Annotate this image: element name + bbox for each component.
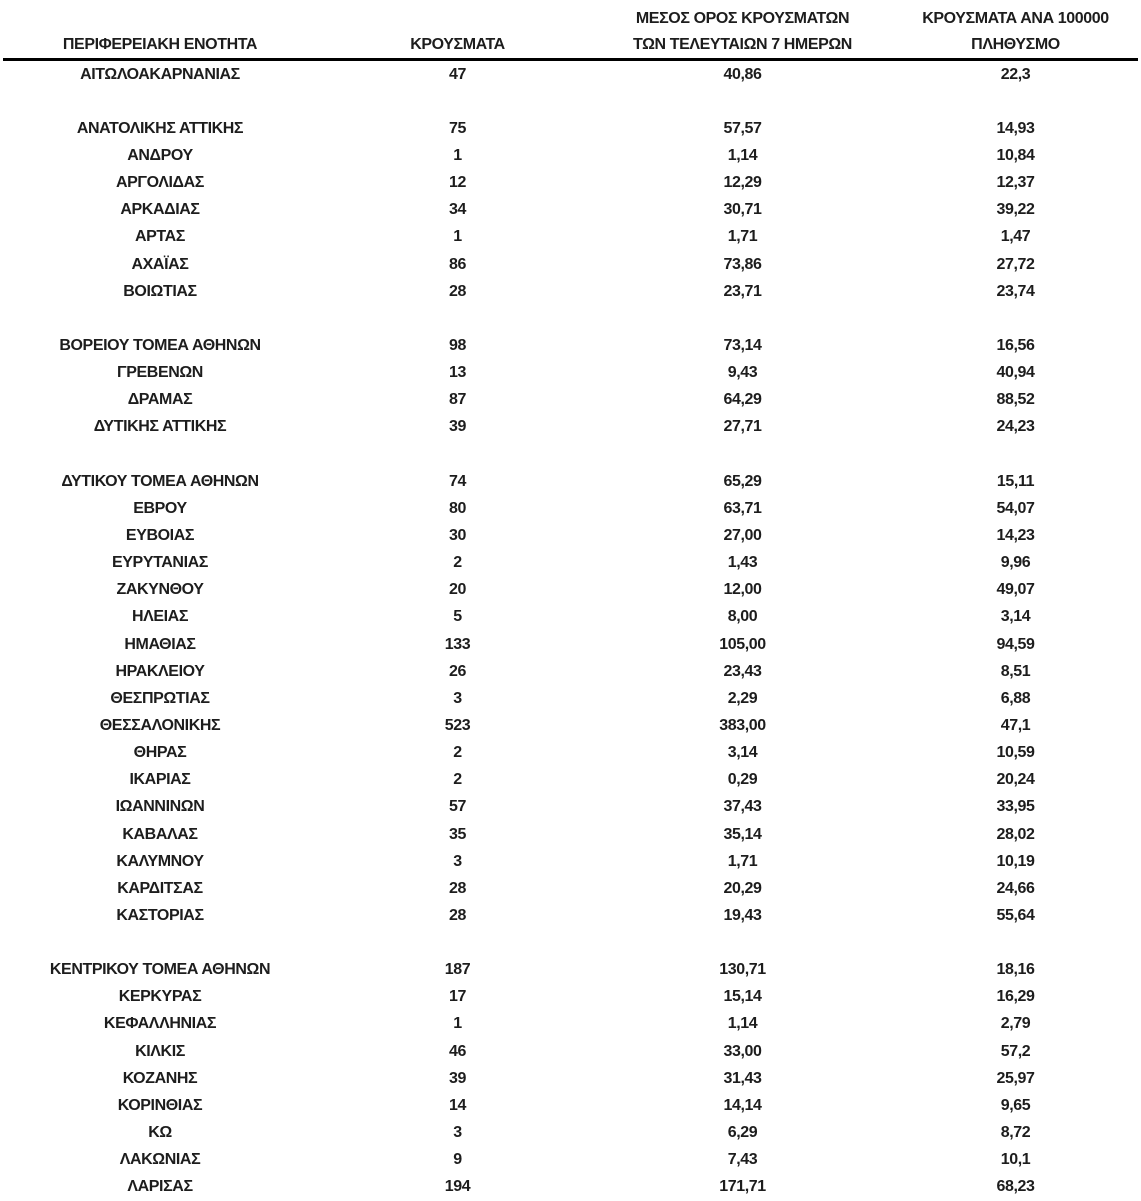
cases-cell: 87 — [449, 391, 466, 409]
avg7-cell: 40,86 — [723, 65, 762, 83]
table-row — [0, 360, 1141, 387]
per100k-cell: 40,94 — [996, 364, 1035, 382]
table-row — [0, 740, 1141, 767]
avg7-cell: 1,14 — [727, 146, 758, 164]
avg7-cell: 14,14 — [723, 1096, 762, 1114]
per100k-cell: 10,84 — [996, 146, 1035, 164]
region-name-cell: ΑΡΤΑΣ — [135, 228, 185, 246]
region-name-cell: ΚΑΒΑΛΑΣ — [122, 825, 198, 843]
per100k-cell: 2,79 — [1000, 1015, 1031, 1033]
table-row — [0, 1011, 1141, 1038]
avg7-cell: 73,14 — [723, 336, 762, 354]
column-header-avg7-line2: ΤΩΝ ΤΕΛΕΥΤΑΙΩΝ 7 ΗΜΕΡΩΝ — [633, 36, 852, 53]
cases-cell: 2 — [453, 744, 462, 762]
cases-cell: 28 — [449, 906, 466, 924]
region-name-cell: ΛΑΚΩΝΙΑΣ — [119, 1151, 201, 1169]
per100k-cell: 10,19 — [996, 852, 1035, 870]
table-row — [0, 794, 1141, 821]
section-spacer — [0, 441, 1141, 468]
column-header-avg7-line1: ΜΕΣΟΣ ΟΡΟΣ ΚΡΟΥΣΜΑΤΩΝ — [635, 10, 850, 27]
cases-cell: 80 — [449, 499, 466, 517]
per100k-cell: 16,29 — [996, 988, 1035, 1006]
avg7-cell: 8,00 — [727, 608, 758, 626]
avg7-cell: 27,00 — [723, 526, 762, 544]
cases-cell: 523 — [444, 716, 471, 734]
avg7-cell: 130,71 — [719, 961, 766, 979]
region-name-cell: ΑΡΓΟΛΙΔΑΣ — [115, 174, 205, 192]
table-row — [0, 115, 1141, 142]
column-header-cases-line1 — [320, 6, 595, 32]
column-header-avg7 — [595, 6, 890, 58]
region-name-cell: ΙΚΑΡΙΑΣ — [129, 771, 191, 789]
avg7-cell: 65,29 — [723, 472, 762, 490]
table-row — [0, 957, 1141, 984]
region-name-cell: ΕΥΒΟΙΑΣ — [125, 526, 195, 544]
region-name-cell: ΒΟΡΕΙΟΥ ΤΟΜΕΑ ΑΘΗΝΩΝ — [59, 336, 261, 354]
per100k-cell: 10,1 — [1000, 1151, 1031, 1169]
region-name-cell: ΚΕΡΚΥΡΑΣ — [118, 988, 202, 1006]
table-row — [0, 821, 1141, 848]
table-row — [0, 658, 1141, 685]
cases-cell: 1 — [453, 228, 462, 246]
region-name-cell: ΛΑΡΙΣΑΣ — [127, 1178, 193, 1196]
table-row — [0, 1065, 1141, 1092]
cases-cell: 47 — [449, 65, 466, 83]
region-name-cell: ΑΝΑΤΟΛΙΚΗΣ ΑΤΤΙΚΗΣ — [76, 119, 244, 137]
cases-cell: 26 — [449, 662, 466, 680]
cases-cell: 57 — [449, 798, 466, 816]
region-name-cell: ΔΥΤΙΚΗΣ ΑΤΤΙΚΗΣ — [93, 418, 227, 436]
region-name-cell: ΔΡΑΜΑΣ — [127, 391, 193, 409]
per100k-cell: 88,52 — [996, 391, 1035, 409]
avg7-cell: 12,29 — [723, 174, 762, 192]
cases-cell: 1 — [453, 1015, 462, 1033]
column-header-cases-line2: ΚΡΟΥΣΜΑΤΑ — [410, 36, 505, 53]
avg7-cell: 6,29 — [727, 1124, 758, 1142]
per100k-cell: 22,3 — [1000, 65, 1031, 83]
avg7-cell: 1,71 — [727, 228, 758, 246]
per100k-cell: 10,59 — [996, 744, 1035, 762]
cases-cell: 39 — [449, 1069, 466, 1087]
per100k-cell: 18,16 — [996, 961, 1035, 979]
per100k-cell: 3,14 — [1000, 608, 1031, 626]
section-spacer — [0, 305, 1141, 332]
region-name-cell: ΖΑΚΥΝΘΟΥ — [116, 581, 204, 599]
cases-cell: 35 — [449, 825, 466, 843]
region-name-cell: ΓΡΕΒΕΝΩΝ — [117, 364, 203, 382]
cases-cell: 12 — [449, 174, 466, 192]
per100k-cell: 39,22 — [996, 201, 1035, 219]
per100k-cell: 1,47 — [1000, 228, 1031, 246]
region-name-cell: ΒΟΙΩΤΙΑΣ — [123, 282, 197, 300]
region-name-cell: ΚΩ — [148, 1124, 172, 1142]
table-row — [0, 387, 1141, 414]
column-header-region-line2: ΠΕΡΙΦΕΡΕΙΑΚΗ ΕΝΟΤΗΤΑ — [62, 36, 258, 53]
per100k-cell: 25,97 — [996, 1069, 1035, 1087]
per100k-cell: 9,65 — [1000, 1096, 1031, 1114]
region-name-cell: ΕΥΡΥΤΑΝΙΑΣ — [112, 554, 208, 572]
column-header-per100k-line1: ΚΡΟΥΣΜΑΤΑ ΑΝΑ 100000 — [922, 10, 1109, 27]
cases-cell: 39 — [449, 418, 466, 436]
region-name-cell: ΗΡΑΚΛΕΙΟΥ — [115, 662, 205, 680]
per100k-cell: 8,72 — [1000, 1124, 1031, 1142]
cases-cell: 17 — [449, 988, 466, 1006]
per100k-cell: 28,02 — [996, 825, 1035, 843]
per100k-cell: 20,24 — [996, 771, 1035, 789]
avg7-cell: 37,43 — [723, 798, 762, 816]
cases-cell: 46 — [449, 1042, 466, 1060]
region-name-cell: ΘΗΡΑΣ — [133, 744, 187, 762]
cases-cell: 2 — [453, 771, 462, 789]
table-row — [0, 332, 1141, 359]
per100k-cell: 6,88 — [1000, 689, 1031, 707]
column-header-per100k — [890, 6, 1141, 58]
table-row — [0, 1038, 1141, 1065]
avg7-cell: 19,43 — [723, 906, 762, 924]
per100k-cell: 16,56 — [996, 336, 1035, 354]
per100k-cell: 14,93 — [996, 119, 1035, 137]
per100k-cell: 94,59 — [996, 635, 1035, 653]
region-name-cell: ΑΙΤΩΛΟΑΚΑΡΝΑΝΙΑΣ — [80, 65, 240, 83]
table-row — [0, 550, 1141, 577]
avg7-cell: 2,29 — [727, 689, 758, 707]
table-row — [0, 414, 1141, 441]
table-row — [0, 604, 1141, 631]
per100k-cell: 47,1 — [1000, 716, 1031, 734]
region-name-cell: ΙΩΑΝΝΙΝΩΝ — [115, 798, 205, 816]
cases-cell: 133 — [444, 635, 471, 653]
region-name-cell: ΚΕΦΑΛΛΗΝΙΑΣ — [103, 1015, 217, 1033]
table-row — [0, 848, 1141, 875]
table-row — [0, 1092, 1141, 1119]
table-row — [0, 902, 1141, 929]
cases-cell: 20 — [449, 581, 466, 599]
table-row — [0, 984, 1141, 1011]
table-row — [0, 522, 1141, 549]
table-row — [0, 251, 1141, 278]
cases-cell: 194 — [444, 1178, 471, 1196]
region-name-cell: ΑΡΚΑΔΙΑΣ — [120, 201, 200, 219]
per100k-cell: 24,23 — [996, 418, 1035, 436]
table-row — [0, 767, 1141, 794]
avg7-cell: 33,00 — [723, 1042, 762, 1060]
table-row — [0, 142, 1141, 169]
section-spacer — [0, 88, 1141, 115]
avg7-cell: 23,71 — [723, 282, 762, 300]
cases-cell: 3 — [453, 852, 462, 870]
avg7-cell: 31,43 — [723, 1069, 762, 1087]
region-name-cell: ΔΥΤΙΚΟΥ ΤΟΜΕΑ ΑΘΗΝΩΝ — [61, 472, 259, 490]
table-row — [0, 278, 1141, 305]
column-header-region — [0, 6, 320, 58]
per100k-cell: 9,96 — [1000, 554, 1031, 572]
cases-cell: 34 — [449, 201, 466, 219]
cases-cell: 3 — [453, 689, 462, 707]
region-name-cell: ΘΕΣΣΑΛΟΝΙΚΗΣ — [99, 716, 221, 734]
table-row — [0, 224, 1141, 251]
table-row — [0, 712, 1141, 739]
region-name-cell: ΚΟΡΙΝΘΙΑΣ — [117, 1096, 203, 1114]
avg7-cell: 30,71 — [723, 201, 762, 219]
avg7-cell: 1,71 — [727, 852, 758, 870]
per100k-cell: 27,72 — [996, 255, 1035, 273]
per100k-cell: 54,07 — [996, 499, 1035, 517]
region-name-cell: ΚΟΖΑΝΗΣ — [122, 1069, 198, 1087]
cases-cell: 14 — [449, 1096, 466, 1114]
cases-cell: 187 — [444, 961, 471, 979]
region-name-cell: ΚΑΣΤΟΡΙΑΣ — [116, 906, 204, 924]
cases-cell: 2 — [453, 554, 462, 572]
per100k-cell: 55,64 — [996, 906, 1035, 924]
cases-cell: 30 — [449, 526, 466, 544]
cases-cell: 98 — [449, 336, 466, 354]
table-body — [0, 61, 1141, 1201]
cases-cell: 5 — [453, 608, 462, 626]
avg7-cell: 15,14 — [723, 988, 762, 1006]
avg7-cell: 23,43 — [723, 662, 762, 680]
avg7-cell: 73,86 — [723, 255, 762, 273]
cases-cell: 1 — [453, 146, 462, 164]
cases-cell: 13 — [449, 364, 466, 382]
avg7-cell: 57,57 — [723, 119, 762, 137]
region-name-cell: ΚΕΝΤΡΙΚΟΥ ΤΟΜΕΑ ΑΘΗΝΩΝ — [49, 961, 271, 979]
table-row — [0, 577, 1141, 604]
table-header-row — [0, 0, 1141, 58]
region-name-cell: ΘΕΣΠΡΩΤΙΑΣ — [110, 689, 210, 707]
avg7-cell: 1,14 — [727, 1015, 758, 1033]
table-row — [0, 685, 1141, 712]
table-row — [0, 170, 1141, 197]
avg7-cell: 105,00 — [719, 635, 766, 653]
avg7-cell: 20,29 — [723, 879, 762, 897]
cases-cell: 9 — [453, 1151, 462, 1169]
region-name-cell: ΚΙΛΚΙΣ — [135, 1042, 185, 1060]
table-row — [0, 1119, 1141, 1146]
per100k-cell: 23,74 — [996, 282, 1035, 300]
region-name-cell: ΚΑΛΥΜΝΟΥ — [116, 852, 204, 870]
per100k-cell: 33,95 — [996, 798, 1035, 816]
section-spacer — [0, 930, 1141, 957]
avg7-cell: 383,00 — [719, 716, 766, 734]
per100k-cell: 8,51 — [1000, 662, 1031, 680]
per100k-cell: 57,2 — [1000, 1042, 1031, 1060]
per100k-cell: 68,23 — [996, 1178, 1035, 1196]
avg7-cell: 12,00 — [723, 581, 762, 599]
per100k-cell: 12,37 — [996, 174, 1035, 192]
per100k-cell: 14,23 — [996, 526, 1035, 544]
table-row — [0, 631, 1141, 658]
avg7-cell: 63,71 — [723, 499, 762, 517]
avg7-cell: 35,14 — [723, 825, 762, 843]
region-name-cell: ΚΑΡΔΙΤΣΑΣ — [117, 879, 203, 897]
avg7-cell: 0,29 — [727, 771, 758, 789]
table-row — [0, 1174, 1141, 1201]
cases-cell: 86 — [449, 255, 466, 273]
region-name-cell: ΑΧΑΪΑΣ — [131, 255, 189, 273]
table-row — [0, 875, 1141, 902]
column-header-region-line1 — [0, 6, 320, 32]
region-name-cell: ΑΝΔΡΟΥ — [127, 146, 193, 164]
table-row — [0, 1147, 1141, 1174]
column-header-cases — [320, 6, 595, 58]
region-name-cell: ΗΛΕΙΑΣ — [131, 608, 189, 626]
cases-cell: 3 — [453, 1124, 462, 1142]
cases-cell: 28 — [449, 879, 466, 897]
per100k-cell: 49,07 — [996, 581, 1035, 599]
table-row — [0, 61, 1141, 88]
per100k-cell: 24,66 — [996, 879, 1035, 897]
cases-cell: 75 — [449, 119, 466, 137]
table-row — [0, 468, 1141, 495]
table-row — [0, 495, 1141, 522]
avg7-cell: 1,43 — [727, 554, 758, 572]
avg7-cell: 3,14 — [727, 744, 758, 762]
cases-cell: 28 — [449, 282, 466, 300]
region-name-cell: ΕΒΡΟΥ — [133, 499, 187, 517]
avg7-cell: 64,29 — [723, 391, 762, 409]
avg7-cell: 7,43 — [727, 1151, 758, 1169]
avg7-cell: 9,43 — [727, 364, 758, 382]
avg7-cell: 171,71 — [719, 1178, 766, 1196]
table-row — [0, 197, 1141, 224]
per100k-cell: 15,11 — [996, 472, 1035, 490]
column-header-per100k-line2: ΠΛΗΘΥΣΜΟ — [971, 36, 1060, 53]
avg7-cell: 27,71 — [723, 418, 762, 436]
region-name-cell: ΗΜΑΘΙΑΣ — [124, 635, 196, 653]
cases-cell: 74 — [449, 472, 466, 490]
